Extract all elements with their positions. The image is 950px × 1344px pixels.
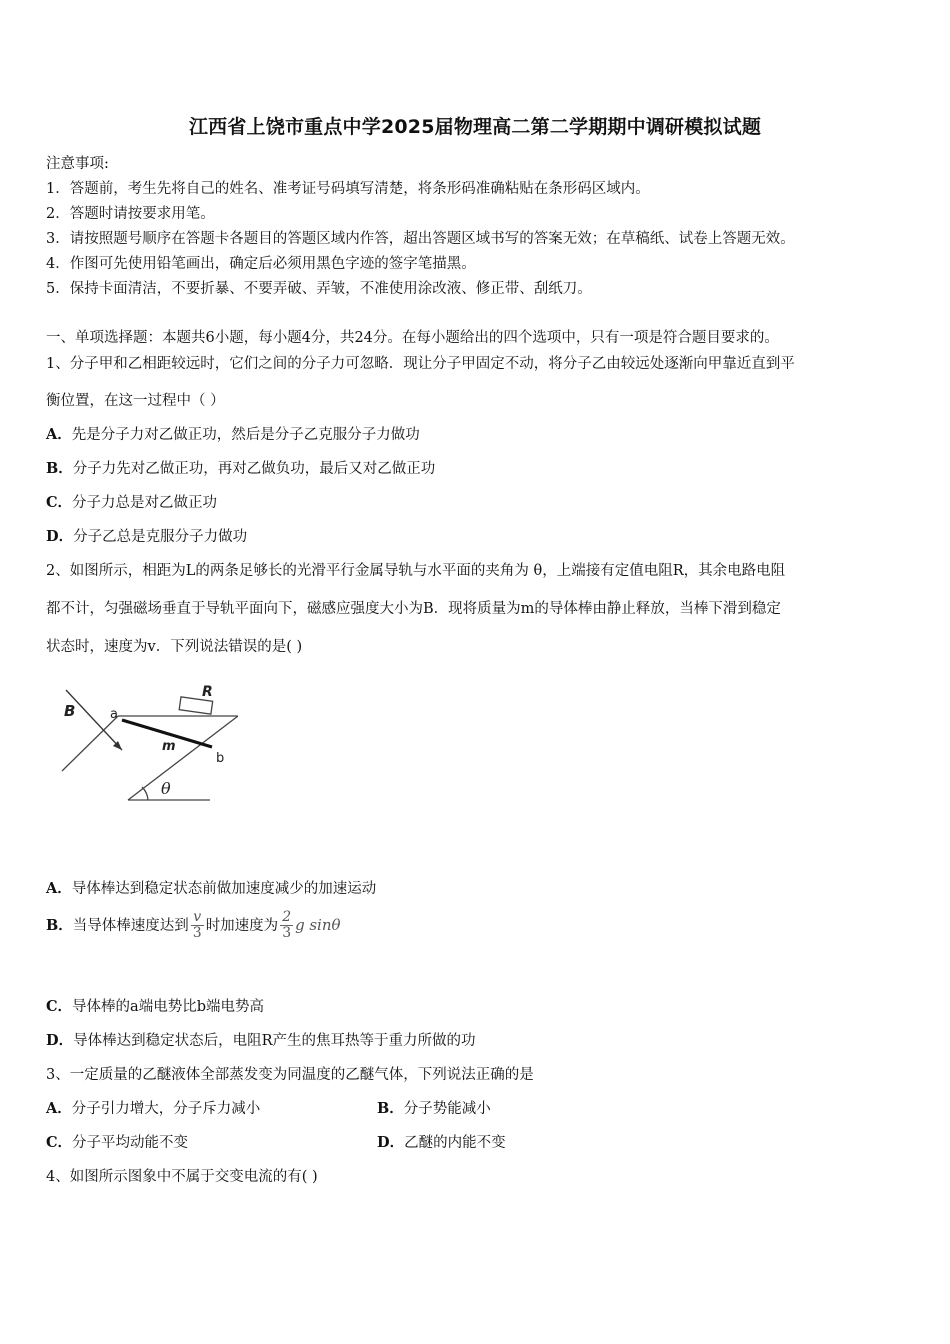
option-text: 时加速度为 (205, 917, 279, 934)
page-title: 江西省上饶市重点中学2025届物理高二第二学期期中调研模拟试题 (188, 116, 762, 138)
q2-option-a (46, 877, 376, 898)
fraction-numerator: 2 (282, 909, 292, 925)
q2-stem-line2: 都不计，匀强磁场垂直于导轨平面向下，磁感应强度大小为B．现将质量为m的导体棒由静止释放，当棒下滑到稳定 (46, 601, 781, 617)
q3-option-b (377, 1097, 491, 1118)
option-label: B． (46, 460, 73, 477)
option-label: A． (46, 426, 72, 443)
q1-stem-line2: 衡位置，在这一过程中（ ） (46, 393, 225, 409)
option-label: D． (46, 528, 74, 545)
q2-stem-line1: 2、如图所示，相距为L的两条足够长的光滑平行金属导轨与水平面的夹角为 θ，上端接有定值电阻R，其余电路电阻 (46, 563, 786, 579)
notice-item-4: 4．作图可先使用铅笔画出，确定后必须用黑色字迹的签字笔描黑。 (46, 256, 476, 272)
fraction-2-over-3 (280, 910, 293, 942)
option-text: 分子乙总是克服分子力做功 (73, 529, 248, 545)
option-text: 分子力先对乙做正功，再对乙做负功，最后又对乙做正功 (72, 461, 436, 477)
q2-stem-line3: 状态时，速度为v．下列说法错误的是( ) (46, 639, 303, 655)
option-text: 分子力总是对乙做正功 (72, 495, 218, 511)
q3-option-c (46, 1131, 188, 1152)
option-text: 导体棒达到稳定状态前做加速度减少的加速运动 (71, 881, 377, 897)
option-text: 导体棒达到稳定状态后，电阻R产生的焦耳热等于重力所做的功 (73, 1033, 476, 1049)
fraction-v-over-3 (191, 910, 204, 942)
label-R: R (202, 684, 213, 700)
option-label: D． (46, 1032, 74, 1049)
option-text: 分子势能减小 (403, 1101, 491, 1117)
q2-option-c (46, 995, 264, 1016)
notice-item-1: 1．答题前，考生先将自己的姓名、准考证号码填写清楚，将条形码准确粘贴在条形码区域内。 (46, 181, 650, 197)
label-a: a (110, 707, 118, 722)
q1-option-c (46, 491, 217, 512)
math-theta: θ (331, 915, 341, 934)
option-label: C． (46, 998, 73, 1015)
rail-left (62, 716, 118, 771)
q3-option-d (377, 1131, 506, 1152)
notice-item-5: 5．保持卡面清洁，不要折暴、不要弄破、弄皱，不准使用涂改液、修正带、刮纸刀。 (46, 281, 592, 297)
option-label: B． (377, 1100, 404, 1117)
fraction-denominator: 3 (192, 925, 202, 942)
option-text: 先是分子力对乙做正功，然后是分子乙克服分子力做功 (71, 427, 420, 443)
option-text: 导体棒的a端电势比b端电势高 (72, 999, 264, 1015)
label-b: b (216, 751, 225, 766)
option-text: 分子引力增大，分子斥力减小 (71, 1101, 261, 1117)
section-heading: 一、单项选择题：本题共6小题，每小题4分，共24分。在每小题给出的四个选项中，只有一项是符合题目要求的。 (46, 330, 779, 346)
label-m: m (162, 739, 176, 754)
option-label: A． (46, 1100, 72, 1117)
q1-option-d (46, 525, 247, 546)
option-text: 当导体棒速度达到 (72, 917, 189, 934)
notice-heading: 注意事项: (46, 156, 109, 172)
option-label: B． (46, 916, 73, 934)
option-text: 分子平均动能不变 (72, 1135, 189, 1151)
math-sin: sin (309, 915, 332, 934)
notice-item-3: 3．请按照题号顺序在答题卡各题目的答题区域内作答，超出答题区域书写的答案无效；在草稿纸、试卷上答题无效。 (46, 231, 795, 247)
q1-stem-line1: 1、分子甲和乙相距较远时，它们之间的分子力可忽略．现让分子甲固定不动，将分子乙由较远处逐渐向甲靠近直到平 (46, 356, 795, 372)
label-theta: θ (161, 779, 171, 798)
fraction-numerator: v (193, 909, 202, 925)
q1-option-b (46, 457, 435, 478)
option-text: 乙醚的内能不变 (404, 1135, 506, 1151)
option-label: A． (46, 880, 72, 897)
notice-item-2: 2．答题时请按要求用笔。 (46, 206, 215, 222)
q2-option-d (46, 1029, 476, 1050)
option-label: D． (377, 1134, 405, 1151)
math-g: g (295, 915, 305, 934)
option-label: C． (46, 1134, 73, 1151)
q3-stem: 3、一定质量的乙醚液体全部蒸发变为同温度的乙醚气体，下列说法正确的是 (46, 1067, 534, 1083)
fraction-denominator: 3 (282, 925, 292, 942)
q2-incline-rail-figure (56, 676, 256, 816)
q3-option-a (46, 1097, 260, 1118)
q2-option-b (46, 910, 341, 942)
q1-option-a (46, 423, 420, 444)
option-label: C． (46, 494, 73, 511)
label-B: B (64, 702, 76, 720)
q4-stem: 4、如图所示图象中不属于交变电流的有( ) (46, 1169, 318, 1185)
